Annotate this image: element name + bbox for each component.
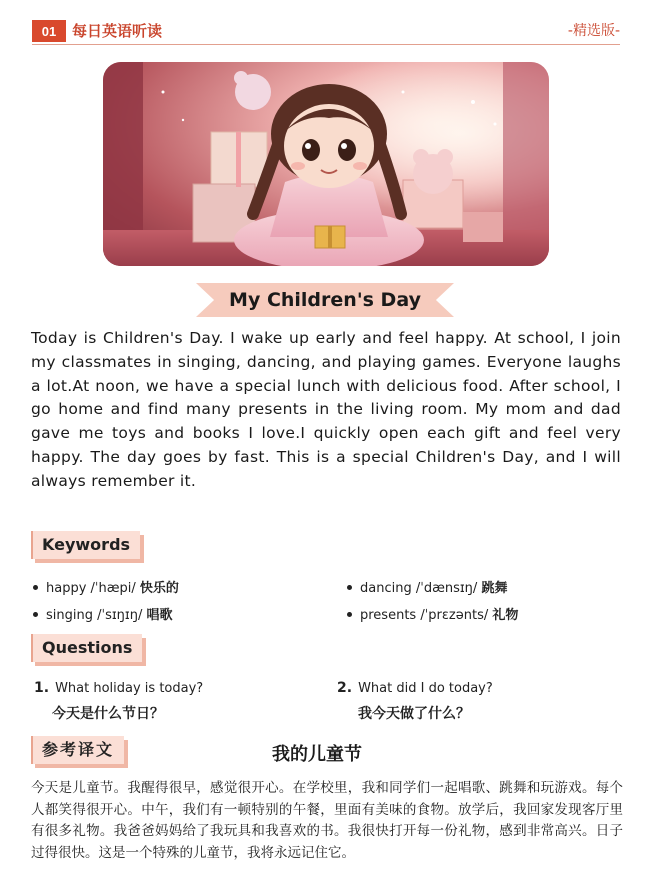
question-english: What did I do today? [358, 681, 493, 696]
question-number: 2. [337, 680, 353, 696]
bullet-icon [347, 585, 352, 590]
page-header [0, 0, 650, 48]
keyword-word: singing [46, 608, 93, 623]
keywords-section-label: Keywords [31, 531, 140, 559]
bullet-icon [33, 612, 38, 617]
keyword-item [33, 604, 173, 623]
translation-title: 我的儿童节 [272, 744, 362, 765]
question-english: What holiday is today? [55, 681, 204, 696]
keyword-word: happy [46, 581, 87, 596]
keyword-word: presents [360, 608, 417, 623]
keyword-item [33, 577, 179, 596]
questions-section-label: Questions [31, 634, 142, 662]
keyword-meaning: 快乐的 [139, 581, 179, 596]
article-body: Today is Children's Day. I wake up early and feel happy. At school, I join my classmates in singing, dancing, and playing games. Everyone laughs a lot.At noon, we have a special lunch with delicious food. After school, I go home and find many presents in the living room. My mom and dad gave me toys and books I love.I quickly open each gift and feel very happy. The day goes by fast. This is a special Children's Day, and I will always remember it. [31, 329, 621, 490]
article-title: My Children's Day [229, 289, 421, 311]
question-chinese: 我今天做了什么？ [358, 706, 470, 722]
question-item [337, 680, 493, 696]
question-chinese: 今天是什么节日？ [52, 706, 164, 722]
header-divider [32, 44, 620, 45]
girl-with-gifts-illustration [103, 62, 549, 266]
translation-section-label: 参考译文 [31, 736, 124, 764]
keyword-ipa: /ˈprɛzənts/ [420, 608, 489, 623]
translation-body: 今天是儿童节。我醒得很早，感觉很开心。在学校里，我和同学们一起唱歌、跳舞和玩游戏。每个人都笑得很开心。中午，我们有一顿特别的午餐，里面有美味的食物。放学后，我回家发现客厅里有很多礼物。我爸爸妈妈给了我玩具和我喜欢的书。我很快打开每一份礼物，感到非常高兴。日子过得很快。这是一个特殊的儿童节，我将永远记住它。 [31, 780, 623, 861]
keyword-meaning: 跳舞 [481, 581, 508, 596]
keyword-item [347, 577, 507, 596]
keyword-ipa: /ˈsɪŋɪŋ/ [97, 608, 143, 623]
header-title: 每日英语听读 [72, 22, 163, 40]
bullet-icon [347, 612, 352, 617]
keyword-item [347, 604, 518, 623]
keyword-meaning: 礼物 [492, 608, 519, 623]
keyword-ipa: /ˈdænsɪŋ/ [415, 581, 478, 596]
question-item [34, 680, 203, 696]
question-number: 1. [34, 680, 50, 696]
lesson-number-badge: 01 [32, 20, 66, 42]
bullet-icon [33, 585, 38, 590]
edition-label: -精选版- [567, 23, 620, 39]
keyword-meaning: 唱歌 [146, 608, 173, 623]
keyword-word: dancing [360, 581, 412, 596]
keyword-ipa: /ˈhæpi/ [90, 581, 136, 596]
illustration-image [103, 62, 549, 266]
